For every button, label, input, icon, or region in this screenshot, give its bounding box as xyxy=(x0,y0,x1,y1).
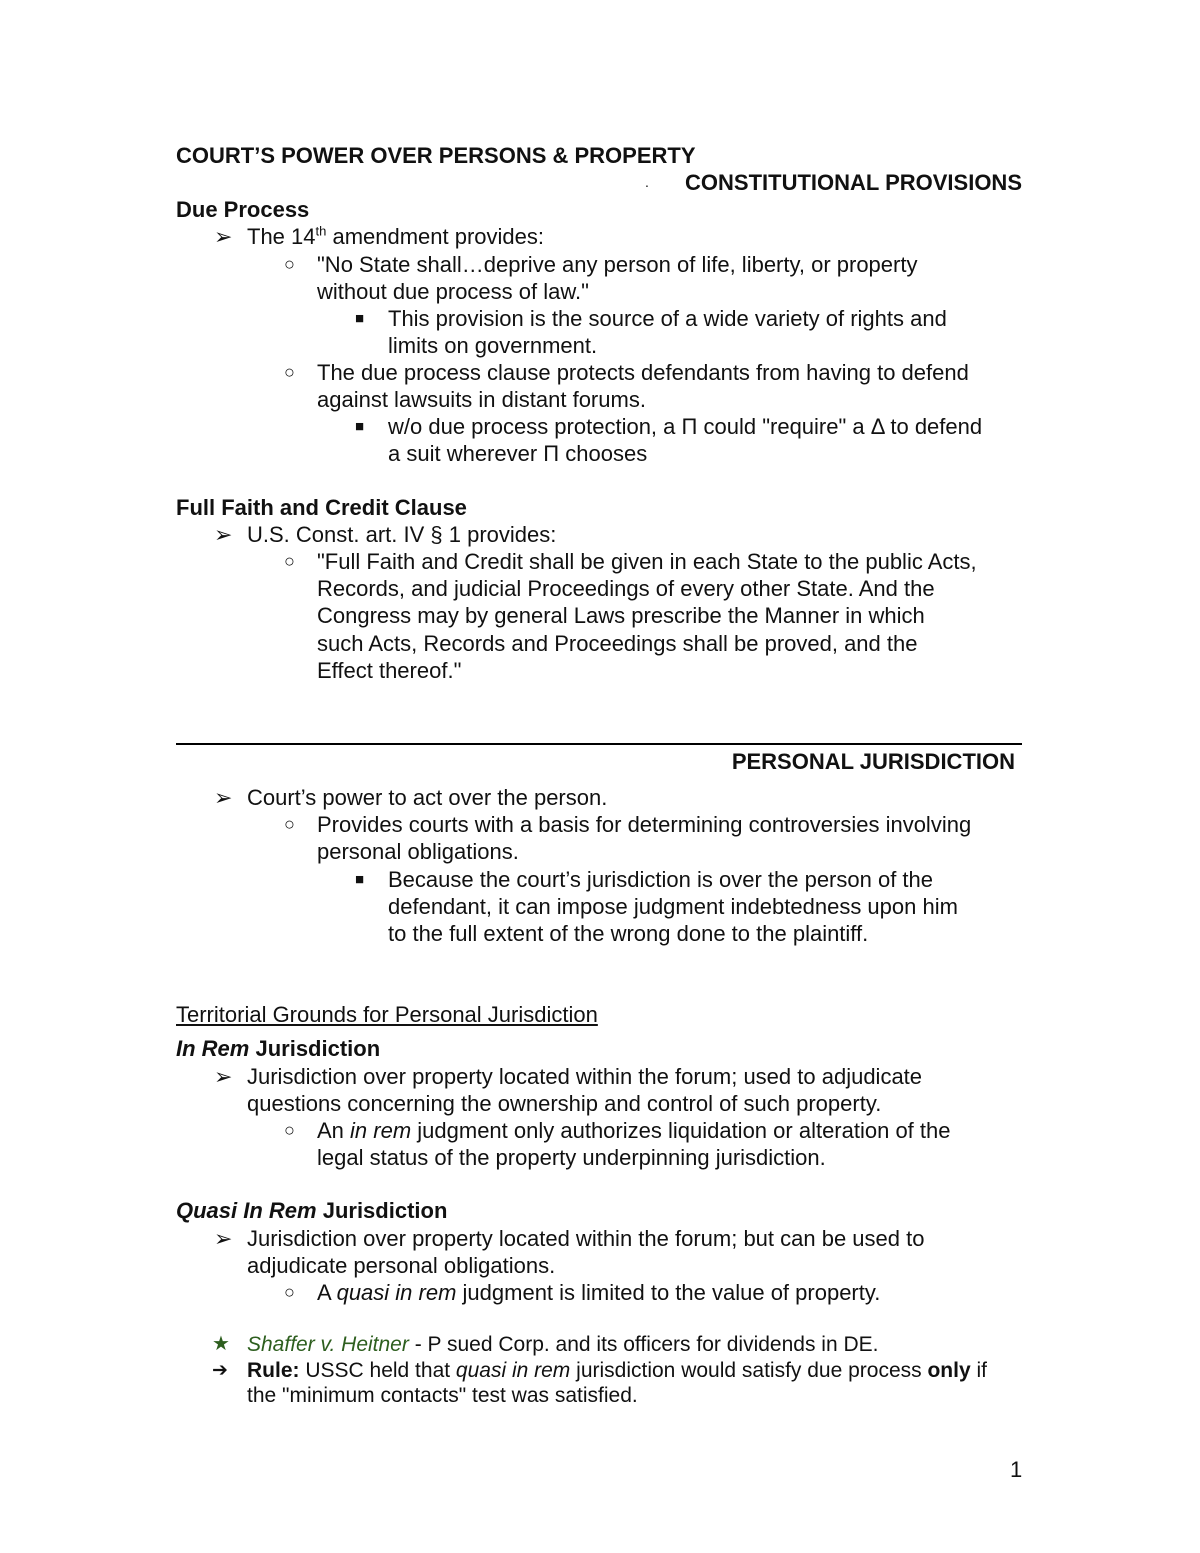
sub-sub-bullet-text: This provision is the source of a wide variety of rights and xyxy=(388,306,947,331)
bullet-text: The 14th amendment provides: xyxy=(247,223,545,249)
heading-quasi-in-rem: Quasi In Rem Jurisdiction xyxy=(176,1198,448,1223)
section-marker: . xyxy=(645,174,649,190)
circle-bullet-icon: ○ xyxy=(284,1120,295,1140)
sub-sub-bullet-text: w/o due process protection, a Π could "require" a Δ to defend xyxy=(388,414,983,439)
bullet-text: U.S. Const. art. IV § 1 provides: xyxy=(247,522,557,547)
arrow-right-icon: ➔ xyxy=(212,1360,228,1381)
sub-bullet-text: Provides courts with a basis for determining controversies involving xyxy=(317,812,972,837)
section-divider xyxy=(176,743,1022,745)
sub-bullet-text: "No State shall…deprive any person of life, liberty, or property xyxy=(317,252,918,277)
quote-line: Records, and judicial Proceedings of every other State. And the xyxy=(317,576,935,601)
circle-bullet-icon: ○ xyxy=(284,814,295,834)
circle-bullet-icon: ○ xyxy=(284,1282,295,1302)
arrowhead-bullet-icon: ➢ xyxy=(214,522,233,547)
square-bullet-icon: ■ xyxy=(355,871,365,888)
circle-bullet-icon: ○ xyxy=(284,362,295,382)
sub-sub-bullet-text: limits on government. xyxy=(388,333,598,358)
sub-bullet-text: An in rem judgment only authorizes liquidation or alteration of the xyxy=(317,1118,951,1143)
sub-bullet-text: A quasi in rem judgment is limited to the value of property. xyxy=(317,1280,881,1305)
page-number: 1 xyxy=(1010,1457,1023,1482)
bullet-text: Jurisdiction over property located within the forum; used to adjudicate xyxy=(247,1064,923,1089)
sub-sub-bullet-text: a suit wherever Π chooses xyxy=(388,441,648,466)
rule-line: the "minimum contacts" test was satisfied. xyxy=(247,1384,638,1407)
bullet-text: questions concerning the ownership and control of such property. xyxy=(247,1091,882,1116)
heading-in-rem: In Rem Jurisdiction xyxy=(176,1036,381,1061)
bullet-text: adjudicate personal obligations. xyxy=(247,1253,556,1278)
heading-full-faith-credit: Full Faith and Credit Clause xyxy=(176,495,467,520)
circle-bullet-icon: ○ xyxy=(284,254,295,274)
subheading-territorial-grounds: Territorial Grounds for Personal Jurisdiction xyxy=(176,1002,598,1027)
heading-due-process: Due Process xyxy=(176,197,310,222)
arrowhead-bullet-icon: ➢ xyxy=(214,785,233,810)
bullet-text: Court’s power to act over the person. xyxy=(247,785,608,810)
circle-bullet-icon: ○ xyxy=(284,551,295,571)
section-heading-personal-jurisdiction: PERSONAL JURISDICTION xyxy=(731,749,1015,774)
sub-sub-bullet-text: defendant, it can impose judgment indebtedness upon him xyxy=(388,894,958,919)
square-bullet-icon: ■ xyxy=(355,418,365,435)
quote-line: Congress may by general Laws prescribe the Manner in which xyxy=(317,603,925,628)
quote-line: "Full Faith and Credit shall be given in each State to the public Acts, xyxy=(317,549,977,574)
star-icon: ★ xyxy=(212,1333,230,1355)
sub-bullet-text: against lawsuits in distant forums. xyxy=(317,387,646,412)
section-heading-constitutional: CONSTITUTIONAL PROVISIONS xyxy=(685,170,1022,195)
sub-sub-bullet-text: to the full extent of the wrong done to the plaintiff. xyxy=(388,921,869,946)
quote-line: Effect thereof." xyxy=(317,658,462,683)
sub-bullet-text: personal obligations. xyxy=(317,839,519,864)
square-bullet-icon: ■ xyxy=(355,310,365,327)
arrowhead-bullet-icon: ➢ xyxy=(214,224,233,249)
arrowhead-bullet-icon: ➢ xyxy=(214,1064,233,1089)
bullet-text: Jurisdiction over property located within the forum; but can be used to xyxy=(247,1226,925,1251)
quote-line: such Acts, Records and Proceedings shall be proved, and the xyxy=(317,631,918,656)
arrowhead-bullet-icon: ➢ xyxy=(214,1226,233,1251)
sub-bullet-text: without due process of law." xyxy=(317,279,589,304)
sub-bullet-text: The due process clause protects defendants from having to defend xyxy=(317,360,969,385)
rule-line: Rule: USSC held that quasi in rem jurisdiction would satisfy due process only if xyxy=(247,1359,987,1382)
case-line: Shaffer v. Heitner - P sued Corp. and its officers for dividends in DE. xyxy=(247,1333,879,1356)
case-name: Shaffer v. Heitner xyxy=(247,1333,409,1356)
document-title: COURT’S POWER OVER PERSONS & PROPERTY xyxy=(176,143,696,168)
sub-bullet-text: legal status of the property underpinning jurisdiction. xyxy=(317,1145,826,1170)
sub-sub-bullet-text: Because the court’s jurisdiction is over the person of the xyxy=(388,867,934,892)
